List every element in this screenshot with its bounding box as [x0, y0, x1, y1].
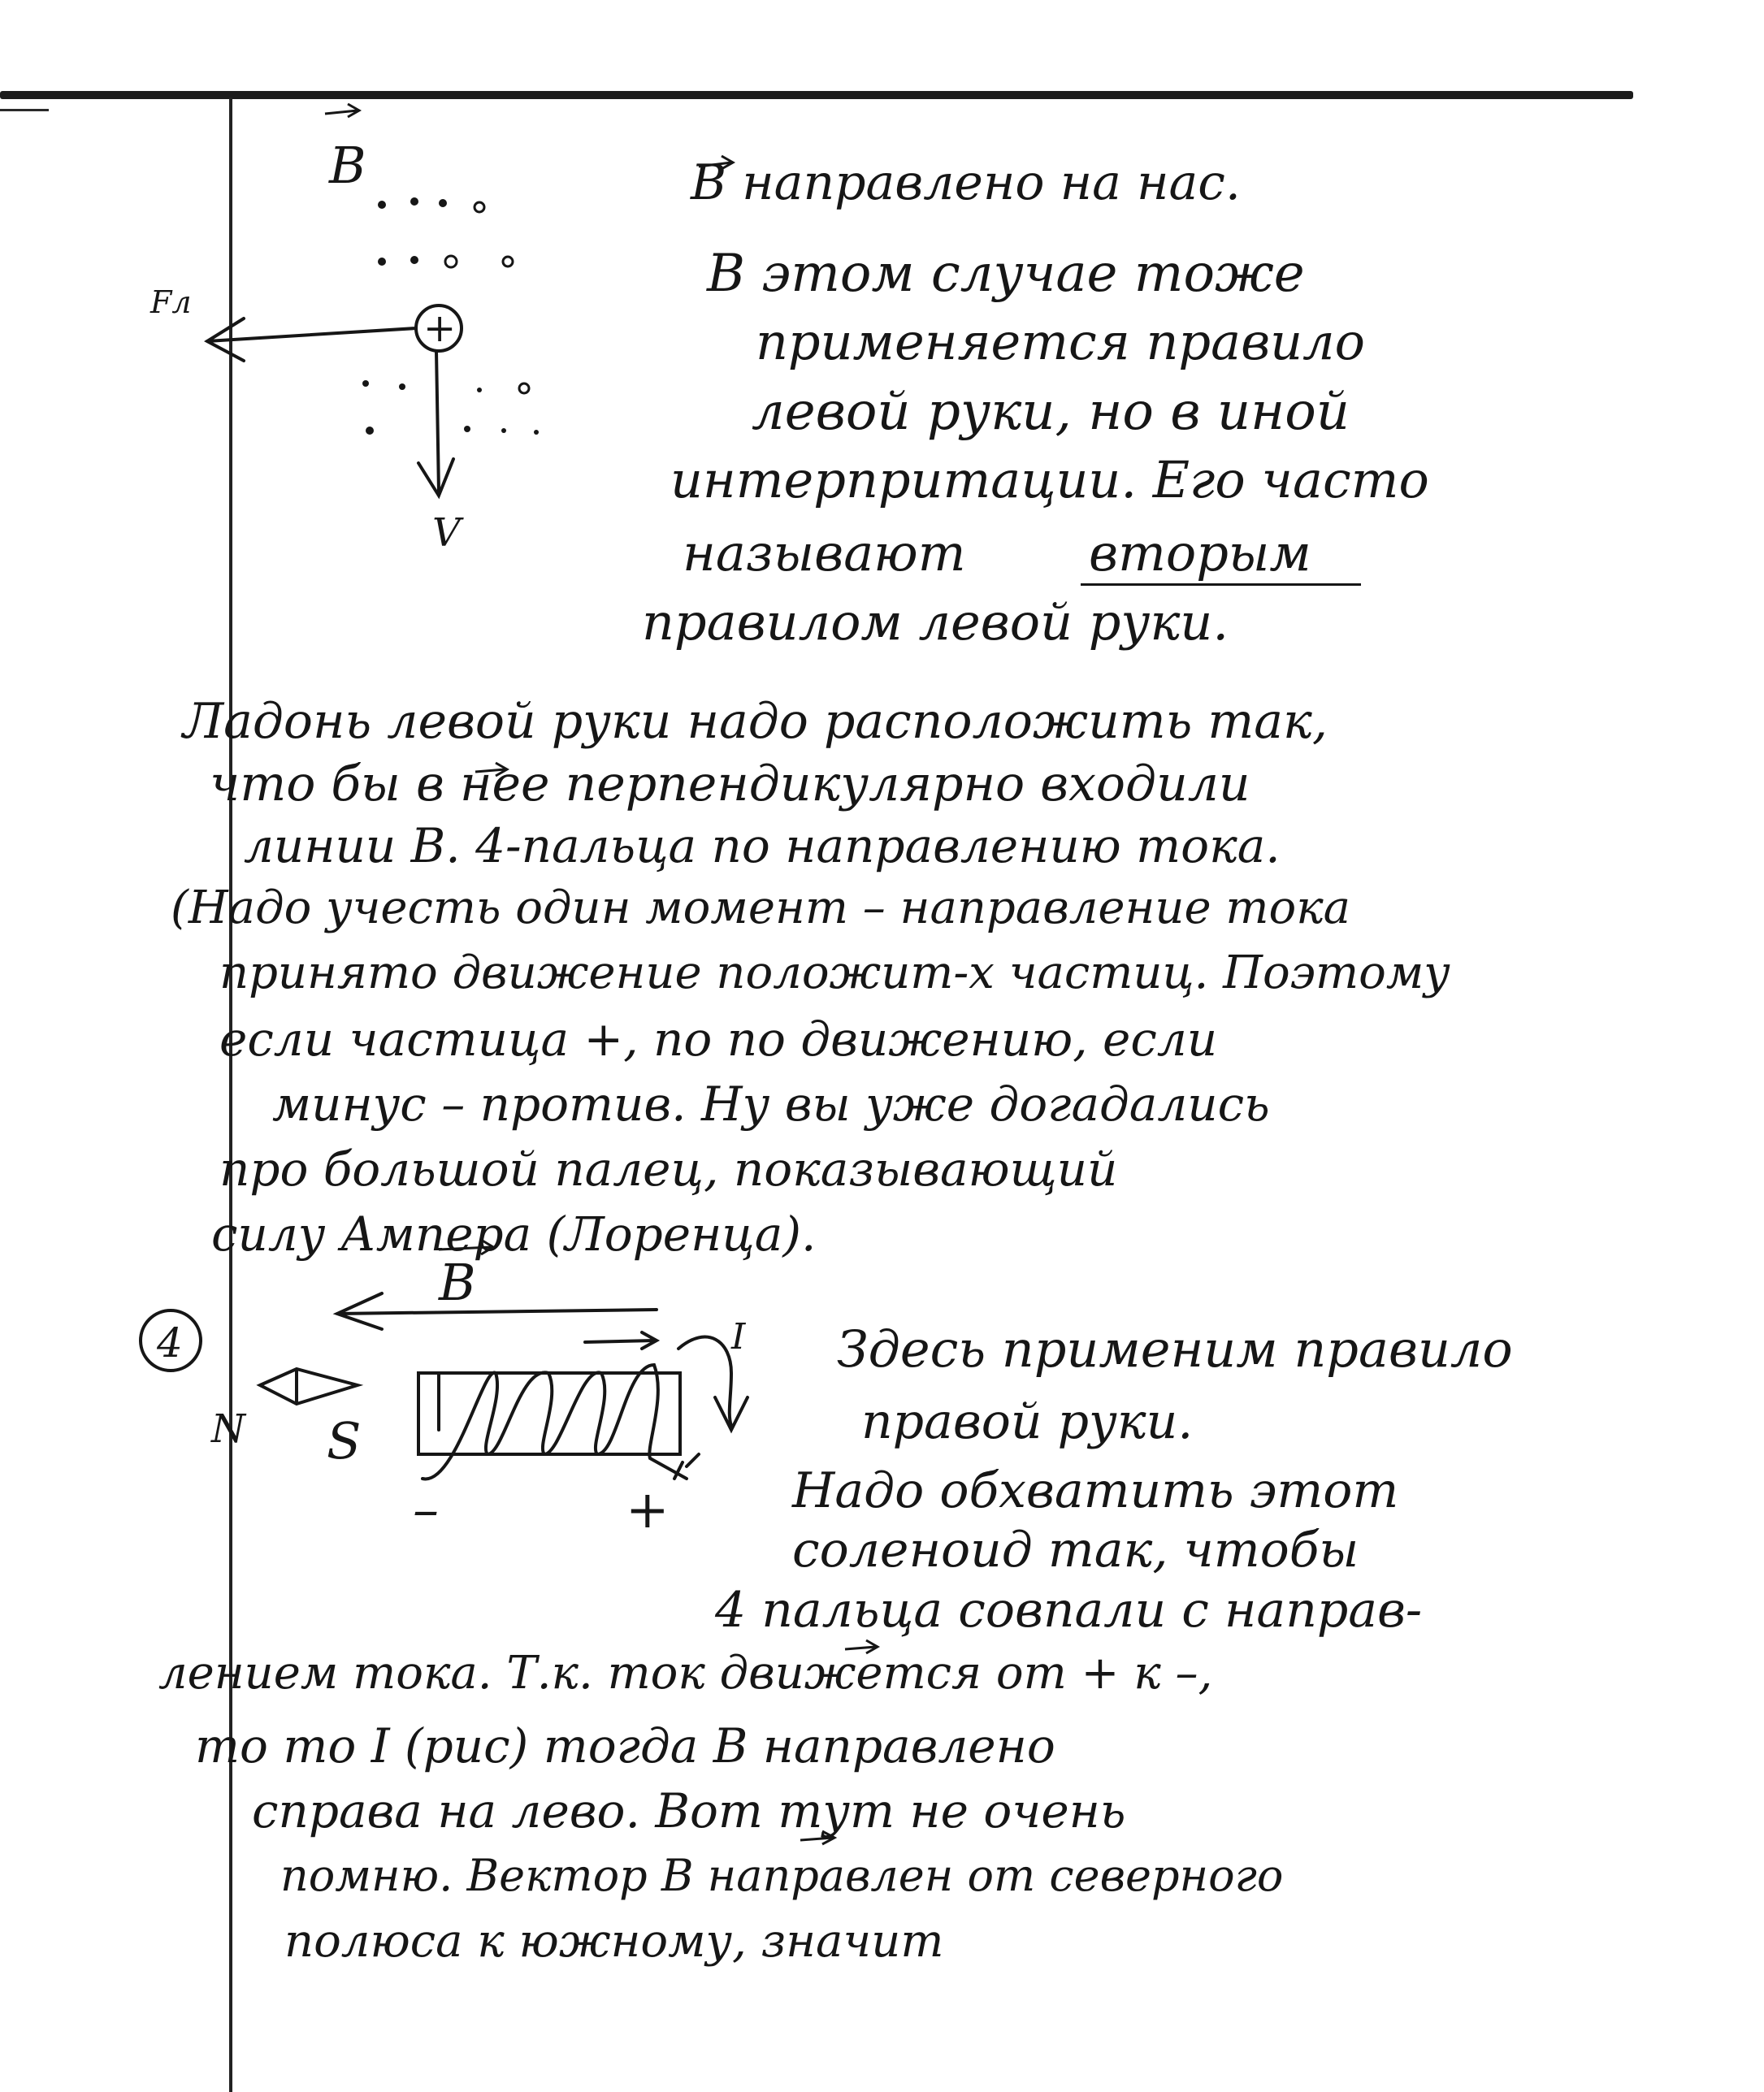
note-line-7: правилом левой руки.: [642, 592, 1229, 652]
note-line-19: Надо обхватить этот: [792, 1462, 1399, 1519]
note-line-3: применяется правило: [756, 312, 1365, 371]
note-line-13: если частица +, по по движению, если: [219, 1011, 1218, 1067]
note-line-2: В этом случае тоже: [707, 244, 1305, 304]
velocity-arrow: [418, 351, 453, 496]
note-line-17: Здесь применим правило: [837, 1319, 1513, 1379]
underline-second: [1081, 583, 1361, 586]
note-line-21: 4 пальца совпали с направ-: [715, 1582, 1423, 1639]
note-line-15: про большой палец, показывающий: [219, 1141, 1118, 1197]
note-line-25: помню. Вектор B направлен от северного: [280, 1850, 1284, 1901]
compass-needle: [260, 1369, 358, 1404]
plus-terminal: +: [626, 1480, 670, 1540]
note-line-5: интерпритации. Его часто: [670, 450, 1429, 509]
note-line-23: то то I (рис) тогда B направлено: [195, 1718, 1055, 1774]
note-line-24: справа на лево. Вот тут не очень: [252, 1783, 1126, 1839]
note-line-12: принято движение положит-х частиц. Поэтому: [219, 946, 1450, 999]
b-label-1: B: [329, 136, 366, 195]
item-number: 4: [157, 1319, 183, 1367]
note-line-8: Ладонь левой руки надо расположить так,: [183, 693, 1328, 750]
note-line-1: B направлено на нас.: [691, 154, 1241, 211]
current-label: I: [731, 1316, 746, 1358]
n-label: N: [211, 1406, 245, 1452]
note-line-22: лением тока. Т.к. ток движется от + к –,: [158, 1647, 1213, 1700]
s-label: S: [327, 1411, 362, 1470]
note-line-16: силу Ампера (Лоренца).: [211, 1206, 817, 1262]
solenoid: [418, 1332, 748, 1479]
note-line-11: (Надо учесть один момент – направление тока: [171, 881, 1351, 934]
note-line-14: минус – против. Ну вы уже догадались: [272, 1076, 1270, 1132]
note-line-4: левой руки, но в иной: [752, 382, 1350, 442]
b-vector-arrow-1: [325, 104, 359, 117]
b-field-arrow: [337, 1293, 657, 1329]
note-line-18: правой руки.: [861, 1393, 1194, 1450]
note-line-9: что бы в нее перпендикулярно входили: [210, 756, 1250, 812]
note-line-20: соленоид так, чтобы: [792, 1522, 1359, 1579]
note-line-6a: называют: [683, 523, 966, 583]
charge-sign: +: [423, 305, 457, 351]
b-label-2: B: [439, 1253, 476, 1312]
force-label: Fл: [150, 284, 192, 320]
force-arrow: [207, 318, 416, 361]
note-line-6b: вторым: [1089, 523, 1311, 583]
note-line-26: полюса к южному, значит: [284, 1915, 944, 1968]
velocity-label: V: [432, 510, 461, 556]
minus-terminal: –: [413, 1480, 439, 1540]
note-line-10: линии B. 4-пальца по направлению тока.: [244, 818, 1281, 873]
